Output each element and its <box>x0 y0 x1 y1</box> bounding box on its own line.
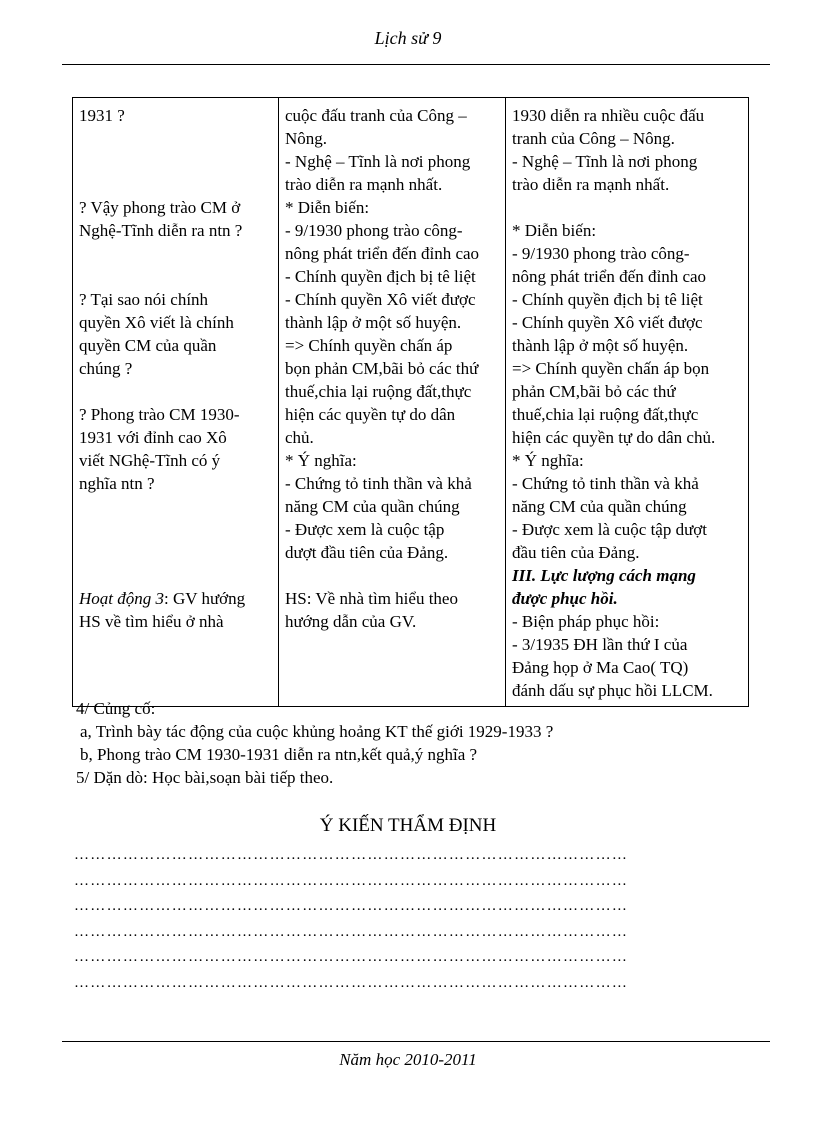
cell-line: * Diễn biến: <box>285 198 370 217</box>
dotted-line: ………………………………………………………………………………………… <box>74 847 629 863</box>
cell-line: 1930 diễn ra nhiều cuộc đấu <box>512 106 705 125</box>
review-heading: 4/ Củng cố: <box>76 699 156 718</box>
cell-line: hướng dẫn của GV. <box>285 612 417 631</box>
cell-line: thuế,chia lại ruộng đất,thực <box>285 382 472 401</box>
cell-line: - Nghệ – Tĩnh là nơi phong <box>285 152 471 171</box>
activity-text: : GV hướng <box>164 589 246 608</box>
cell-line: ? Vậy phong trào CM ở <box>79 198 241 217</box>
lesson-table <box>72 97 749 707</box>
table-row <box>73 98 749 707</box>
cell-line: * Ý nghĩa: <box>285 451 357 470</box>
section-heading: III. Lực lượng cách mạng <box>512 566 696 585</box>
cell-line: HS về tìm hiểu ở nhà <box>79 612 224 631</box>
cell-line: - Chính quyền địch bị tê liệt <box>512 290 703 309</box>
cell-line: phản CM,bãi bỏ các thứ <box>512 382 676 401</box>
page-header-title: Lịch sử 9 <box>374 28 442 48</box>
opinion-dotted-lines <box>74 843 746 996</box>
cell-line: Nông. <box>285 129 328 148</box>
cell-spacer <box>79 265 272 288</box>
cell-line: * Ý nghĩa: <box>512 451 584 470</box>
cell-line: - Được xem là cuộc tập <box>285 520 445 539</box>
cell-spacer <box>512 196 742 219</box>
cell-line: Nghệ-Tĩnh diễn ra ntn ? <box>79 221 243 240</box>
cell-line: bọn phản CM,bãi bỏ các thứ <box>285 359 479 378</box>
cell-line: Đảng họp ở Ma Cao( TQ) <box>512 658 689 677</box>
cell-line: - Nghệ – Tĩnh là nơi phong <box>512 152 698 171</box>
cell-line: 1931 với đỉnh cao Xô <box>79 428 227 447</box>
cell-line: - Biện pháp phục hồi: <box>512 612 660 631</box>
cell-spacer <box>79 564 272 587</box>
cell-line: 1931 ? <box>79 106 125 125</box>
cell-line: ? Tại sao nói chính <box>79 290 209 309</box>
cell-line: => Chính quyền chấn áp bọn <box>512 359 710 378</box>
cell-line <box>79 587 272 610</box>
cell-line: viết NGhệ-Tĩnh có ý <box>79 451 221 470</box>
cell-line: tranh của Công – Nông. <box>512 129 675 148</box>
dotted-line: ………………………………………………………………………………………… <box>74 898 629 914</box>
cell-spacer <box>79 127 272 150</box>
cell-spacer <box>79 173 272 196</box>
review-question-a: a, Trình bày tác động của cuộc khủng hoảng KT thế giới 1929-1933 ? <box>80 722 554 741</box>
cell-line: - Được xem là cuộc tập dượt <box>512 520 708 539</box>
cell-line: năng CM của quần chúng <box>285 497 460 516</box>
student-activity-column <box>279 98 506 707</box>
cell-line: hiện các quyền tự do dân chủ. <box>512 428 716 447</box>
cell-spacer <box>79 518 272 541</box>
review-question-b: b, Phong trào CM 1930-1931 diễn ra ntn,kết quả,ý nghĩa ? <box>80 745 478 764</box>
activity-label: Hoạt động 3 <box>79 589 164 608</box>
cell-line: đánh dấu sự phục hồi LLCM. <box>512 681 713 700</box>
cell-line: nông phát triển đến đỉnh cao <box>285 244 480 263</box>
content-column <box>506 98 749 707</box>
header-divider <box>62 64 770 65</box>
dotted-line: ………………………………………………………………………………………… <box>74 949 629 965</box>
cell-line: * Diễn biến: <box>512 221 597 240</box>
cell-line: thành lập ở một số huyện. <box>285 313 462 332</box>
review-section <box>76 697 756 789</box>
cell-spacer <box>79 150 272 173</box>
cell-line: chủ. <box>285 428 314 447</box>
cell-line: => Chính quyền chấn áp <box>285 336 453 355</box>
homework-instruction: 5/ Dặn dò: Học bài,soạn bài tiếp theo. <box>76 768 334 787</box>
cell-line: - Chứng tỏ tinh thần và khả <box>512 474 699 493</box>
opinion-title: Ý KIẾN THẨM ĐỊNH <box>319 815 497 836</box>
cell-line: HS: Về nhà tìm hiểu theo <box>285 589 458 608</box>
teacher-activity-column <box>73 98 279 707</box>
cell-line: quyền Xô viết là chính <box>79 313 234 332</box>
cell-line: trào diễn ra mạnh nhất. <box>285 175 443 194</box>
cell-spacer <box>285 564 499 587</box>
cell-line: - Chính quyền Xô viết được <box>285 290 476 309</box>
cell-line: đầu tiên của Đảng. <box>512 543 640 562</box>
dotted-line: ………………………………………………………………………………………… <box>74 923 629 940</box>
cell-line: thuế,chia lại ruộng đất,thực <box>512 405 699 424</box>
cell-line: hiện các quyền tự do dân <box>285 405 456 424</box>
cell-spacer <box>79 380 272 403</box>
footer-divider <box>62 1041 770 1042</box>
cell-line: nghĩa ntn ? <box>79 474 155 493</box>
cell-spacer <box>79 242 272 265</box>
cell-line: năng CM của quần chúng <box>512 497 687 516</box>
section-heading: được phục hồi. <box>512 589 618 608</box>
cell-line: chúng ? <box>79 359 133 378</box>
cell-line: - 9/1930 phong trào công- <box>285 221 463 240</box>
cell-spacer <box>79 495 272 518</box>
page-footer: Năm học 2010-2011 <box>339 1050 477 1069</box>
cell-line: quyền CM của quần <box>79 336 217 355</box>
cell-line: - 3/1935 ĐH lần thứ I của <box>512 635 688 654</box>
cell-line: cuộc đấu tranh của Công – <box>285 106 467 125</box>
cell-line: - 9/1930 phong trào công- <box>512 244 690 263</box>
cell-line: dượt đầu tiên của Đảng. <box>285 543 449 562</box>
cell-line: thành lập ở một số huyện. <box>512 336 689 355</box>
dotted-line: ………………………………………………………………………………………… <box>74 974 629 991</box>
cell-line: trào diễn ra mạnh nhất. <box>512 175 670 194</box>
cell-line: - Chính quyền Xô viết được <box>512 313 703 332</box>
cell-line: - Chứng tỏ tinh thần và khả <box>285 474 472 493</box>
cell-spacer <box>79 541 272 564</box>
cell-line: nông phát triển đến đỉnh cao <box>512 267 707 286</box>
cell-line: - Chính quyền địch bị tê liệt <box>285 267 476 286</box>
dotted-line: ………………………………………………………………………………………… <box>74 872 629 889</box>
cell-line: ? Phong trào CM 1930- <box>79 405 240 424</box>
